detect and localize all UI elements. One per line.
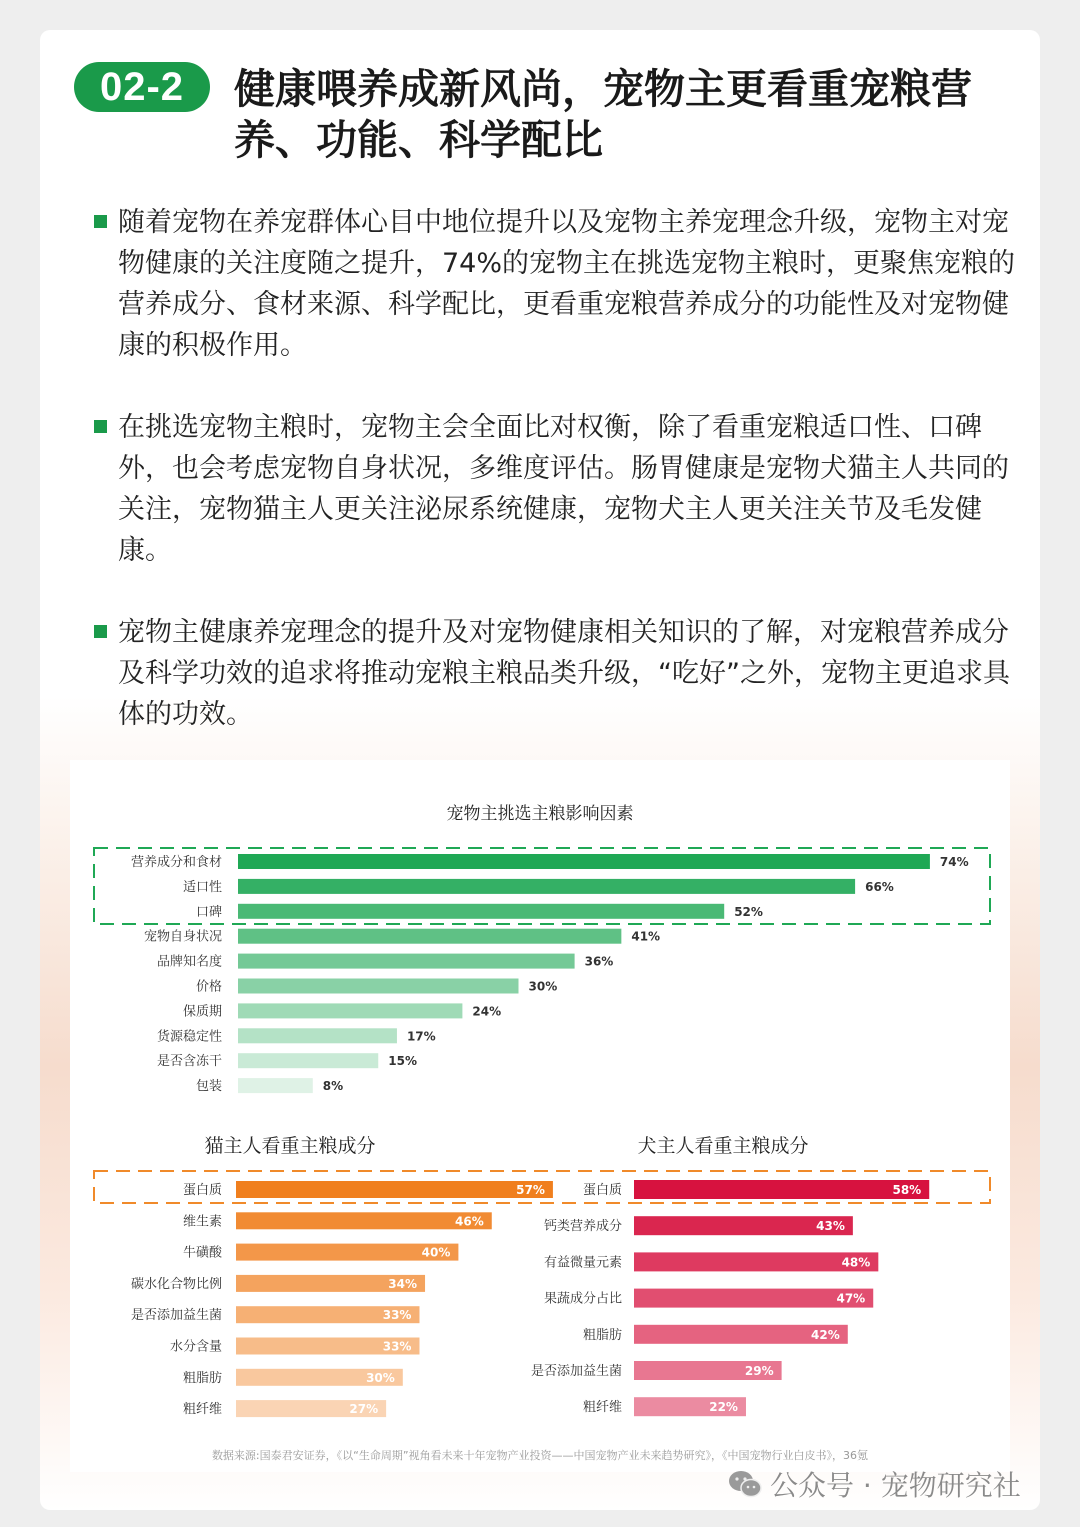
value-label: 43% [816,1219,845,1234]
category-label: 宠物自身状况 [143,929,222,945]
category-label: 钙类营养成分 [543,1219,622,1235]
bullet-text: 在挑选宠物主粮时，宠物主会全面比对权衡，除了看重宠粮适口性、口碑外，也会考虑宠物自身状况，多维度评估。肠胃健康是宠物犬猫主人共同的关注，宠物猫主人更关注泌尿系统健康，宠物犬主人更关注关节及毛发健康。 [118,412,1009,566]
bullet-paragraph-1 [94,202,1024,366]
category-label: 蛋白质 [582,1183,622,1198]
watermark [728,1464,1021,1504]
chart-title: 犬主人看重主粮成分 [637,1135,809,1157]
value-label: 8% [322,1079,344,1094]
category-label: 包装 [195,1079,222,1095]
bar [238,1078,313,1093]
category-label: 果蔬成分占比 [543,1291,622,1307]
bar [236,1181,553,1198]
value-label: 47% [836,1291,866,1306]
category-label: 是否添加益生菌 [530,1364,622,1379]
category-label: 粗纤维 [582,1400,622,1416]
value-label: 48% [841,1255,871,1270]
category-label: 粗纤维 [182,1402,222,1418]
category-label: 粗脂肪 [582,1327,622,1343]
value-label: 34% [388,1276,418,1291]
bar [238,1053,378,1068]
value-label: 29% [744,1364,774,1378]
chart-title: 宠物主挑选主粮影响因素 [446,804,634,824]
bar [238,904,724,919]
value-label: 52% [734,904,763,919]
value-label: 22% [709,1400,738,1415]
bullet-paragraph-3 [94,612,1024,735]
charts-svg [70,760,1010,1472]
value-label: 66% [865,879,894,894]
bar [238,929,621,944]
chart-title: 猫主人看重主粮成分 [204,1135,376,1157]
value-label: 41% [631,929,661,944]
category-label: 维生素 [182,1214,222,1230]
value-label: 42% [811,1327,840,1342]
bar [238,979,519,994]
category-label: 品牌知名度 [156,954,222,970]
value-label: 58% [892,1183,922,1197]
category-label: 粗脂肪 [182,1370,222,1386]
bar [238,879,855,894]
bar [238,954,575,969]
bar [238,1003,462,1018]
bullet-text: 宠物主健康养宠理念的提升及对宠物健康相关知识的了解，对宠粮营养成分及科学功效的追求将推动宠粮主粮品类升级，“吃好”之外，宠物主更追求具体的功效。 [118,617,1010,730]
category-label: 口碑 [195,904,222,920]
category-label: 货源稳定性 [156,1029,222,1045]
value-label: 30% [366,1370,395,1385]
category-label: 营养成分和食材 [130,855,222,870]
bullet-text: 随着宠物在养宠群体心目中地位提升以及宠物主养宠理念升级，宠物主对宠物健康的关注度随之提升，74%的宠物主在挑选宠物主粮时，更聚焦宠粮的营养成分、食材来源、科学配比，更看重宠粮营养成分的功能性及对宠物健康的积极作用。 [118,207,1016,361]
category-label: 是否添加益生菌 [130,1308,222,1324]
bar [634,1180,929,1199]
watermark-text: 公众号 · 宠物研究社 [770,1469,1021,1502]
bar [238,1028,397,1043]
value-label: 46% [455,1214,484,1229]
bullet-paragraph-2 [94,407,1024,571]
chart-card [70,760,1010,1472]
value-label: 57% [516,1183,545,1197]
bullet-square-icon [94,215,107,228]
category-label: 碳水化合物比例 [130,1276,222,1292]
bullet-square-icon [94,420,107,433]
value-label: 24% [472,1004,502,1019]
category-label: 水分含量 [169,1339,222,1355]
value-label: 36% [584,954,614,969]
category-label: 保质期 [182,1004,222,1020]
category-label: 有益微量元素 [543,1255,622,1271]
value-label: 33% [382,1339,412,1354]
value-label: 74% [939,855,969,869]
category-label: 价格 [195,979,222,995]
value-label: 33% [382,1308,412,1323]
value-label: 40% [421,1245,451,1260]
section-badge: 02-2 [74,62,210,112]
value-label: 17% [406,1029,436,1044]
category-label: 是否含冻干 [156,1054,222,1070]
bullet-square-icon [94,625,107,638]
value-label: 15% [388,1054,417,1069]
category-label: 蛋白质 [182,1183,222,1198]
wechat-icon [728,1469,762,1499]
category-label: 适口性 [182,879,222,895]
source-note: 数据来源:国泰君安证券，《以“生命周期”视角看未来十年宠物产业投资——中国宠物产业未来趋势研究》，《中国宠物行业白皮书》，36氪 [211,1449,869,1462]
value-label: 27% [349,1402,379,1417]
bar [238,854,930,869]
value-label: 30% [528,979,558,994]
category-label: 牛磺酸 [182,1245,222,1261]
bar [236,1212,492,1229]
page-title: 健康喂养成新风尚，宠物主更看重宠粮营养、功能、科学配比 [234,65,972,164]
